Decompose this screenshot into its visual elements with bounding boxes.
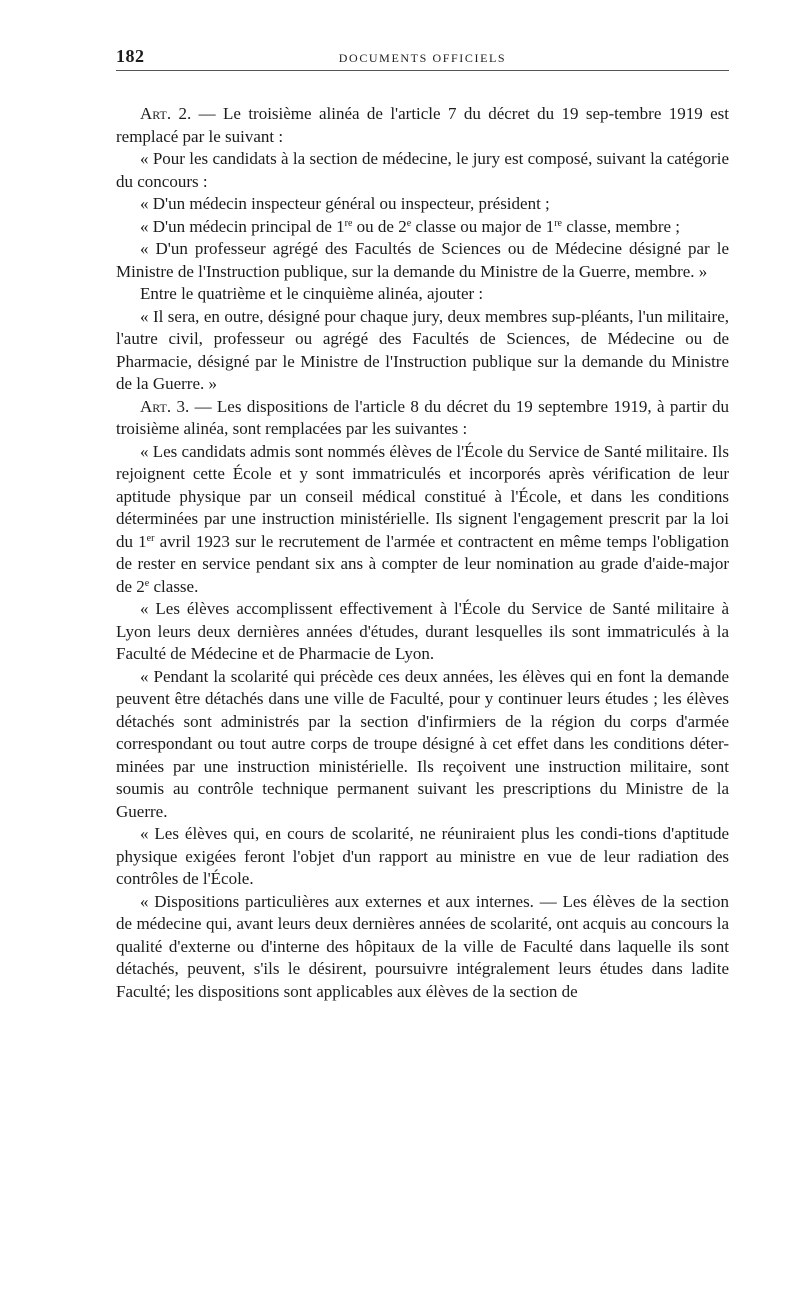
paragraph: Entre le quatrième et le cinquième alinéa, ajouter :: [140, 284, 484, 303]
article-label: Art.: [140, 104, 172, 123]
paragraph: « Les élèves qui, en cours de scolarité, ne réuniraient plus les condi-tions d'aptitude physique exigées feront l'objet d'un rapport au ministre en vue de leur radiation des contrôles de l'École.: [116, 824, 729, 888]
paragraph: « D'un professeur agrégé des Facultés de Sciences ou de Médecine désigné par le Ministre de l'Instruction publique, sur la demande du Ministre de la Guerre, membre. »: [116, 239, 729, 281]
paragraph-article-2: Art. 2. — Le troisième alinéa de l'article 7 du décret du 19 sep-tembre 1919 est remplacé par le suivant :: [116, 104, 729, 146]
running-head: DOCUMENTS OFFICIELS: [338, 51, 507, 65]
paragraph: « Pour les candidats à la section de médecine, le jury est composé, suivant la catégorie du concours :: [116, 149, 729, 191]
body-text: [116, 71, 729, 1003]
document-page: [116, 40, 729, 1280]
paragraph: « Les candidats admis sont nommés élèves de l'École du Service de Santé militaire. Ils rejoignent cette École et y sont immatriculés et incorporés après vérification de leur aptitude physique par un conseil médical constitué à l'École, et dans les conditions déterminées par une instruction ministérielle. Ils signent l'engagement prescrit par la loi du 1er avril 1923 sur le recrutement de l'armée et contractent en même temps l'obligation de rester en service pendant six ans à compter de leur nomination au grade d'aide-major de 2e classe.: [116, 441, 730, 596]
paragraph: « Pendant la scolarité qui précède ces deux années, les élèves qui en font la demande peuvent être détachés dans une ville de Faculté, pour y continuer leurs études ; les élèves détachés sont administrés par la section d'infirmiers de la région du corps d'armée correspondant ou tout autre corps de troupe désigné à cet effet dans les conditions déter-minées par une instruction ministérielle. Ils reçoivent une instruction militaire, sont soumis au contrôle technique permanent suivant les prescriptions du Ministre de la Guerre.: [116, 666, 729, 821]
paragraph: « Les élèves accomplissent effectivement à l'École du Service de Santé militaire à Lyon leurs deux dernières années d'études, durant lesquelles ils sont immatriculés à la Faculté de Médecine et de Pharmacie de Lyon.: [116, 599, 729, 663]
paragraph: « Il sera, en outre, désigné pour chaque jury, deux membres sup-pléants, l'un militaire, l'autre civil, professeur ou agrégé des Facultés de Sciences, de Médecine ou de Pharmacie, désigné par le Ministre de l'Instruction publique sur la demande du Ministre de la Guerre. »: [116, 306, 729, 393]
paragraph: « D'un médecin principal de 1re ou de 2e classe ou major de 1re classe, membre ;: [140, 216, 681, 236]
paragraph-article-3: Art. 3. — Les dispositions de l'article 8 du décret du 19 septembre 1919, à partir du troisième alinéa, sont remplacées par les suivantes :: [116, 396, 729, 438]
article-label: Art.: [140, 396, 172, 416]
page-number: 182: [116, 46, 145, 66]
paragraph: « Dispositions particulières aux externes et aux internes. — Les élèves de la section de médecine qui, avant leurs deux dernières années de scolarité, ont acquis au concours la qualité d'externe ou d'interne des hôpitaux de la ville de Faculté dans laquelle ils sont détachés, peuvent, s'ils le désirent, poursuivre intégralement leurs études dans ladite Faculté; les dispositions sont applicables aux élèves de la section de: [116, 891, 729, 1001]
paragraph: « D'un médecin inspecteur général ou inspecteur, président ;: [140, 194, 550, 213]
page-header: [116, 40, 729, 71]
